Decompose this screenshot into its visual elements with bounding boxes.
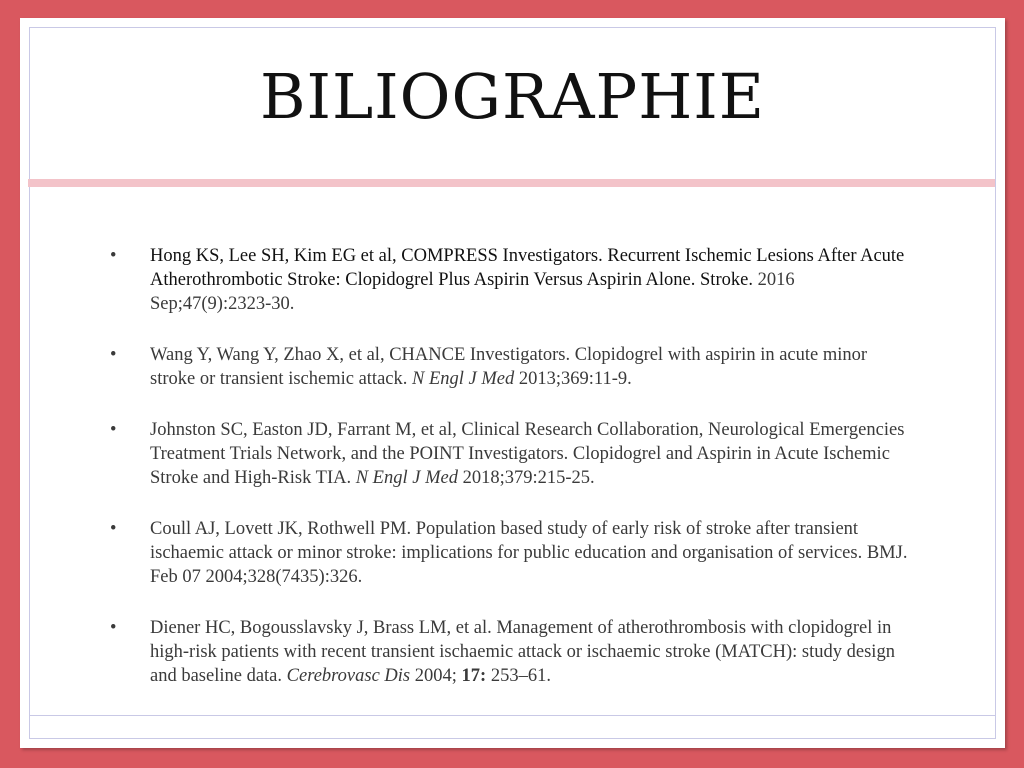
reference-list (110, 244, 910, 715)
reference-item (110, 517, 910, 589)
bullet-icon: • (110, 345, 117, 365)
reference-citation: 2013;369:11-9. (514, 369, 632, 389)
reference-citation: 2016 Sep;47(9):2323-30. (150, 270, 795, 314)
reference-volume: 17: (461, 666, 487, 686)
reference-citation: 2018;379:215-25. (457, 468, 595, 488)
slide-title: BILIOGRAPHIE (259, 60, 766, 133)
title-divider (28, 179, 995, 187)
slide (20, 18, 1005, 748)
reference-journal: Cerebrovasc Dis (286, 666, 411, 686)
reference-citation: 253–61. (486, 666, 551, 686)
reference-item (110, 343, 910, 391)
reference-text: Hong KS, Lee SH, Kim EG et al, COMPRESS Investigators. Recurrent Ischemic Lesions After Acute Atherothrombotic Stroke: Clopidogrel Plus Aspirin Versus Aspirin Alone. Stroke. (150, 246, 905, 290)
reference-text: Coull AJ, Lovett JK, Rothwell PM. Population based study of early risk of stroke after transient ischaemic attack or minor stroke: implications for public education and organisation of services. BMJ. Feb 07 2004;328(7435):326. (150, 519, 908, 587)
reference-citation-year: 2004; (410, 666, 462, 686)
bullet-icon: • (110, 246, 117, 266)
reference-item (110, 616, 910, 688)
reference-text: Wang Y, Wang Y, Zhao X, et al, CHANCE Investigators. Clopidogrel with aspirin in acute minor stroke or transient ischemic attack. (150, 345, 868, 389)
reference-item (110, 418, 910, 490)
bullet-icon: • (110, 618, 117, 638)
bottom-divider (29, 715, 996, 716)
reference-journal: N Engl J Med (355, 468, 458, 488)
reference-item (110, 244, 910, 316)
bullet-icon: • (110, 420, 117, 440)
bullet-icon: • (110, 519, 117, 539)
reference-text: Johnston SC, Easton JD, Farrant M, et al, Clinical Research Collaboration, Neurological Emergencies Treatment Trials Network, and the POINT Investigators. Clopidogrel and Aspirin in Acute Ischemic Stroke and High-Risk TIA. (150, 420, 905, 488)
reference-text: Diener HC, Bogousslavsky J, Brass LM, et al. Management of atherothrombosis with clopidogrel in high-risk patients with recent transient ischaemic attack or ischaemic stroke (MATCH): study design and baseline data. (150, 618, 895, 686)
reference-journal: N Engl J Med (412, 369, 515, 389)
